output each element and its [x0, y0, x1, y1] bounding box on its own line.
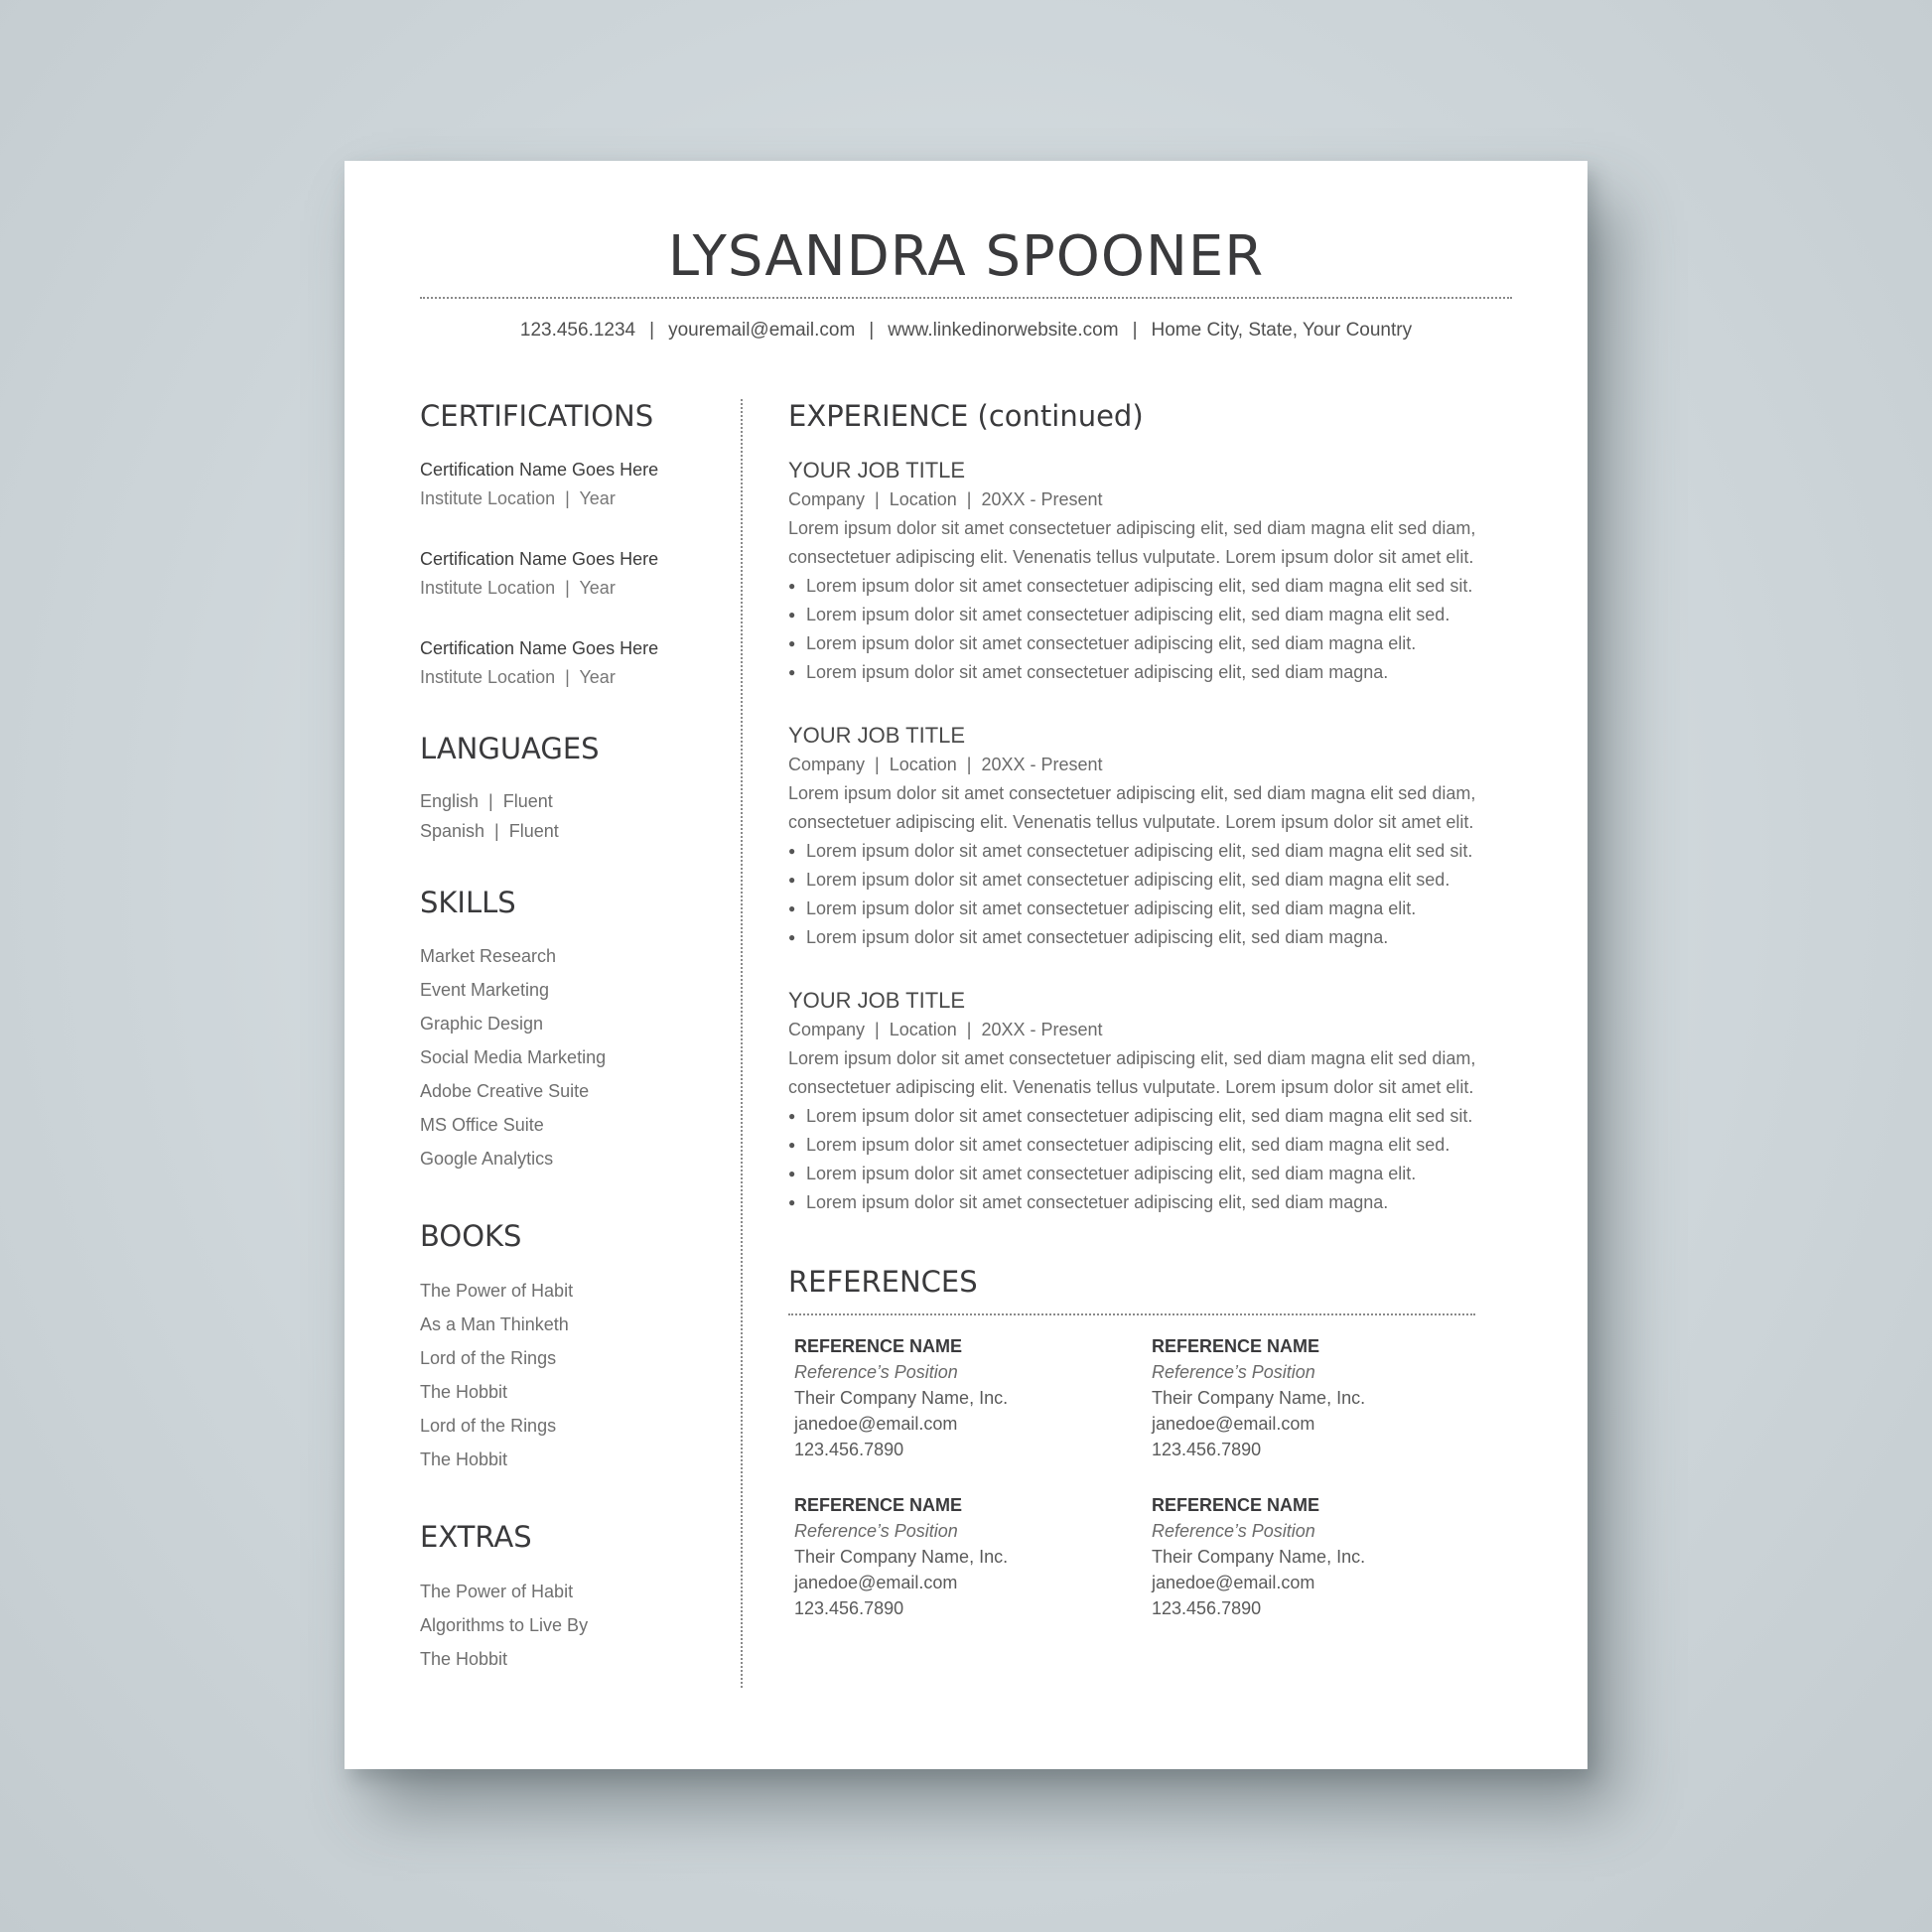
books-list [420, 1274, 718, 1476]
job-entry [788, 456, 1523, 687]
certification-detail: Institute Location | Year [420, 577, 616, 598]
reference-name: REFERENCE NAME [794, 1494, 963, 1515]
job-bullet: ● Lorem ipsum dolor sit amet consectetuer adipiscing elit, sed diam magna elit sed. [788, 601, 1523, 629]
reference-email: janedoe@email.com [794, 1572, 958, 1592]
contact-separator: | [869, 320, 875, 341]
book-item: Lord of the Rings [420, 1416, 557, 1437]
books-section [420, 1219, 718, 1476]
reference-card [794, 1492, 1152, 1621]
reference-email: janedoe@email.com [794, 1413, 958, 1434]
job-bullet: ● Lorem ipsum dolor sit amet consectetuer adipiscing elit, sed diam magna elit. [788, 1160, 1523, 1188]
extra-item: Algorithms to Live By [420, 1614, 589, 1635]
certification-detail: Institute Location | Year [420, 487, 616, 508]
certification-item [420, 456, 718, 513]
reference-phone: 123.456.7890 [1152, 1439, 1262, 1459]
reference-email: janedoe@email.com [1152, 1572, 1315, 1592]
reference-phone: 123.456.7890 [1152, 1597, 1262, 1618]
skill-item: Google Analytics [420, 1149, 554, 1170]
job-meta: Company | Location | 20XX - Present [788, 754, 1103, 774]
contact-line [345, 320, 1587, 342]
certification-detail: Institute Location | Year [420, 666, 616, 687]
left-column [420, 399, 718, 1676]
section-heading-experience: EXPERIENCE (continued) [788, 399, 1144, 433]
reference-company: Their Company Name, Inc. [1152, 1387, 1366, 1408]
reference-phone: 123.456.7890 [794, 1439, 904, 1459]
book-item: Lord of the Rings [420, 1348, 557, 1369]
job-bullet: ● Lorem ipsum dolor sit amet consectetuer adipiscing elit, sed diam magna elit. [788, 629, 1523, 658]
section-heading-skills: SKILLS [420, 885, 516, 919]
book-item: The Hobbit [420, 1382, 508, 1403]
reference-name: REFERENCE NAME [1152, 1494, 1320, 1515]
certification-name: Certification Name Goes Here [420, 548, 659, 569]
reference-card [1152, 1492, 1479, 1621]
reference-company: Their Company Name, Inc. [794, 1546, 1009, 1567]
contact-website: www.linkedinorwebsite.com [888, 320, 1119, 341]
resume-name: LYSANDRA SPOONER [667, 224, 1265, 289]
book-item: As a Man Thinketh [420, 1314, 569, 1335]
contact-email: youremail@email.com [668, 320, 856, 341]
extras-list [420, 1575, 718, 1676]
job-bullet: ● Lorem ipsum dolor sit amet consectetuer adipiscing elit, sed diam magna elit sed. [788, 1131, 1523, 1160]
job-entry [788, 721, 1523, 952]
skill-item: Graphic Design [420, 1014, 544, 1035]
certification-name: Certification Name Goes Here [420, 637, 659, 658]
job-description-line: Lorem ipsum dolor sit amet consectetuer adipiscing elit, sed diam magna elit sed diam, [788, 782, 1476, 803]
reference-name: REFERENCE NAME [1152, 1335, 1320, 1356]
section-heading-books: BOOKS [420, 1219, 522, 1254]
book-item: The Hobbit [420, 1449, 508, 1470]
certifications-section [420, 399, 718, 692]
extra-item: The Power of Habit [420, 1581, 574, 1601]
job-bullet: ● Lorem ipsum dolor sit amet consectetuer adipiscing elit, sed diam magna elit sed sit. [788, 1102, 1523, 1131]
contact-separator: | [649, 320, 655, 341]
job-title: YOUR JOB TITLE [788, 722, 966, 748]
certification-item [420, 545, 718, 603]
language-item: English | Fluent [420, 790, 553, 811]
reference-card [1152, 1333, 1479, 1462]
section-heading-extras: EXTRAS [420, 1520, 532, 1555]
job-description-line: Lorem ipsum dolor sit amet consectetuer adipiscing elit, sed diam magna elit sed diam, [788, 1047, 1476, 1068]
job-bullet: ● Lorem ipsum dolor sit amet consectetuer adipiscing elit, sed diam magna elit sed. [788, 866, 1523, 895]
job-bullet: ● Lorem ipsum dolor sit amet consectetuer adipiscing elit, sed diam magna elit sed sit. [788, 837, 1523, 866]
job-description-line: consectetuer adipiscing elit. Venenatis tellus vulputate. Lorem ipsum dolor sit amet elit. [788, 1076, 1474, 1097]
skill-item: Market Research [420, 946, 557, 967]
right-column [788, 399, 1523, 1621]
section-heading-certifications: CERTIFICATIONS [420, 399, 654, 433]
reference-card [794, 1333, 1152, 1462]
skill-item: Event Marketing [420, 980, 550, 1001]
job-title: YOUR JOB TITLE [788, 457, 966, 483]
certification-item [420, 634, 718, 692]
book-item: The Power of Habit [420, 1281, 574, 1302]
job-description-line: consectetuer adipiscing elit. Venenatis tellus vulputate. Lorem ipsum dolor sit amet elit. [788, 811, 1474, 832]
extra-item: The Hobbit [420, 1648, 508, 1669]
contact-phone: 123.456.1234 [519, 320, 636, 341]
resume-page [345, 161, 1587, 1769]
reference-position: Reference’s Position [1152, 1361, 1315, 1382]
name-divider [420, 297, 1512, 299]
reference-position: Reference’s Position [1152, 1520, 1315, 1541]
reference-email: janedoe@email.com [1152, 1413, 1315, 1434]
section-heading-references: REFERENCES [788, 1264, 978, 1299]
languages-list [420, 786, 718, 846]
reference-name: REFERENCE NAME [794, 1335, 963, 1356]
languages-section [420, 732, 718, 846]
job-bullet: ● Lorem ipsum dolor sit amet consectetuer adipiscing elit, sed diam magna. [788, 923, 1523, 952]
contact-separator: | [1132, 320, 1138, 341]
skills-list [420, 939, 718, 1175]
section-heading-languages: LANGUAGES [420, 731, 600, 765]
job-meta: Company | Location | 20XX - Present [788, 1019, 1103, 1039]
job-description-line: Lorem ipsum dolor sit amet consectetuer adipiscing elit, sed diam magna elit sed diam, [788, 517, 1476, 538]
job-bullet: ● Lorem ipsum dolor sit amet consectetuer adipiscing elit, sed diam magna elit. [788, 895, 1523, 923]
contact-location: Home City, State, Your Country [1151, 320, 1413, 341]
reference-company: Their Company Name, Inc. [794, 1387, 1009, 1408]
skills-section [420, 886, 718, 1176]
job-title: YOUR JOB TITLE [788, 987, 966, 1013]
job-meta: Company | Location | 20XX - Present [788, 488, 1103, 509]
references-grid [788, 1333, 1523, 1621]
references-divider [788, 1313, 1475, 1315]
job-bullet: ● Lorem ipsum dolor sit amet consectetuer adipiscing elit, sed diam magna. [788, 658, 1523, 687]
language-item: Spanish | Fluent [420, 820, 559, 841]
skill-item: Adobe Creative Suite [420, 1081, 590, 1102]
reference-position: Reference’s Position [794, 1361, 958, 1382]
skill-item: MS Office Suite [420, 1115, 544, 1136]
extras-section [420, 1520, 718, 1676]
certification-name: Certification Name Goes Here [420, 459, 659, 480]
job-entry [788, 986, 1523, 1217]
job-description-line: consectetuer adipiscing elit. Venenatis tellus vulputate. Lorem ipsum dolor sit amet elit. [788, 546, 1474, 567]
reference-phone: 123.456.7890 [794, 1597, 904, 1618]
reference-company: Their Company Name, Inc. [1152, 1546, 1366, 1567]
reference-position: Reference’s Position [794, 1520, 958, 1541]
column-divider [741, 399, 743, 1688]
job-bullet: ● Lorem ipsum dolor sit amet consectetuer adipiscing elit, sed diam magna elit sed sit. [788, 572, 1523, 601]
job-bullet: ● Lorem ipsum dolor sit amet consectetuer adipiscing elit, sed diam magna. [788, 1188, 1523, 1217]
skill-item: Social Media Marketing [420, 1047, 607, 1068]
